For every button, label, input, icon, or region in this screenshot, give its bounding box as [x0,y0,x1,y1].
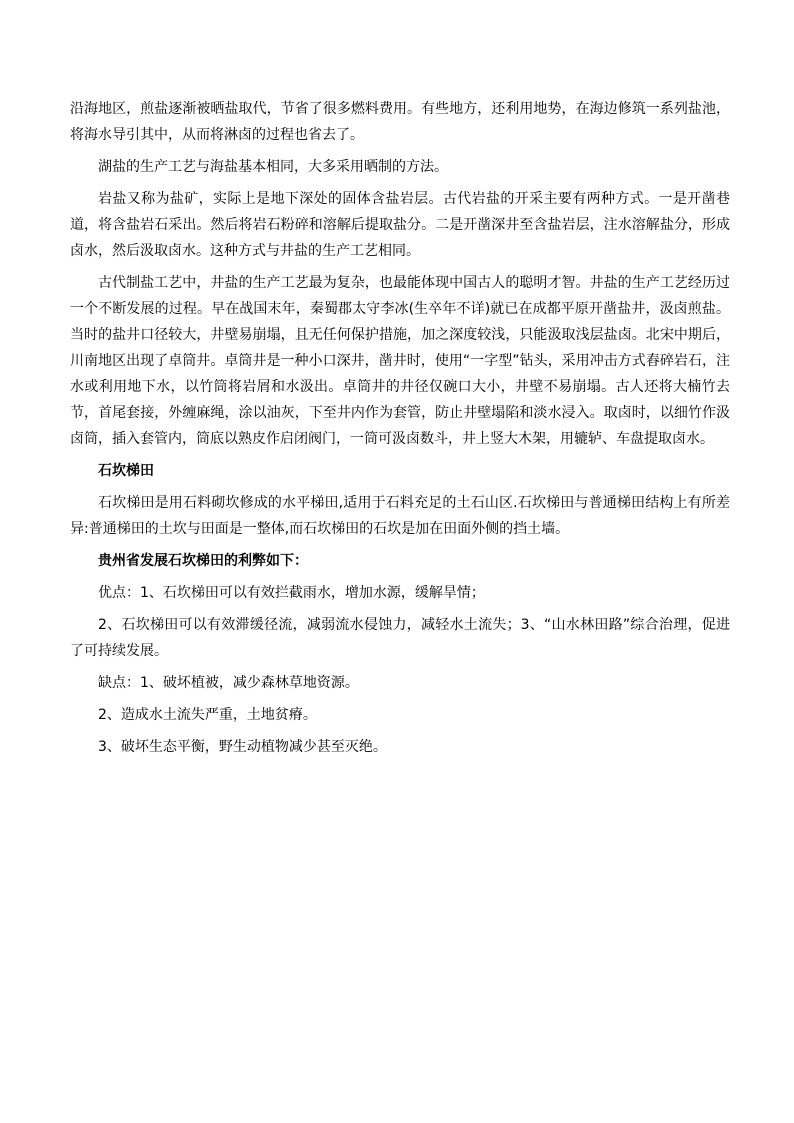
disadvantage-item-2: 2、造成水土流失严重，土地贫瘠。 [98,707,317,723]
paragraph-stone-terrace-definition: 石坎梯田是用石料砌坎修成的水平梯田,适用于石料充足的土石山区.石坎梯田与普通梯田结构上有所差异:普通梯田的土坎与田面是一整体,而石坎梯田的石坎是加在田面外侧的挡土墙。 [70,495,730,537]
section-heading-pros-cons: 贵州省发展石坎梯田的利弊如下： [98,553,308,569]
document-page [70,96,730,766]
advantage-item-2-3: 2、石坎梯田可以有效滞缓径流，减弱流水侵蚀力，减轻水土流失；3、“山水林田路”综合治理，促进了可持续发展。 [70,617,730,659]
section-heading-stone-terraces: 石坎梯田 [98,463,154,479]
disadvantage-item-1: 缺点：1、破坏植被，减少森林草地资源。 [98,675,359,691]
disadvantage-item-3: 3、破坏生态平衡，野生动植物减少甚至灭绝。 [98,739,387,755]
advantage-item-1: 优点：1、石坎梯田可以有效拦截雨水，增加水源，缓解旱情； [98,585,485,601]
paragraph-lake-salt: 湖盐的生产工艺与海盐基本相同，大多采用晒制的方法。 [98,159,448,175]
paragraph-sea-salt-drying: 沿海地区，煎盐逐渐被晒盐取代，节省了很多燃料费用。有些地方，还利用地势，在海边修筑一系列盐池，将海水导引其中，从而将淋卤的过程也省去了。 [70,101,730,143]
paragraph-rock-salt: 岩盐又称为盐矿，实际上是地下深处的固体含盐岩层。古代岩盐的开采主要有两种方式。一是开凿巷道，将含盐岩石采出。然后将岩石粉碎和溶解后提取盐分。二是开凿深井至含盐岩层，注水溶解盐分，形成卤水，然后汲取卤水。这种方式与井盐的生产工艺相同。 [70,191,730,259]
paragraph-well-salt: 古代制盐工艺中，井盐的生产工艺最为复杂，也最能体现中国古人的聪明才智。井盐的生产工艺经历过一个不断发展的过程。早在战国末年，秦蜀郡太守李冰(生卒年不详)就已在成都平原开凿盐井，汲卤煎盐。当时的盐井口径较大，井壁易崩塌，且无任何保护措施，加之深度较浅，只能汲取浅层盐卤。北宋中期后，川南地区出现了卓筒井。卓筒井是一种小口深井，凿井时，使用“一字型”钻头，采用冲击方式舂碎岩石，注水或利用地下水，以竹筒将岩屑和水汲出。卓筒井的井径仅碗口大小，井壁不易崩塌。古人还将大楠竹去节，首尾套接，外缠麻绳，涂以油灰，下至井内作为套管，防止井壁塌陷和淡水浸入。取卤时，以细竹作汲卤筒，插入套管内，筒底以熟皮作启闭阀门，一筒可汲卤数斗，井上竖大木架，用辘轳、车盘提取卤水。 [70,275,730,447]
